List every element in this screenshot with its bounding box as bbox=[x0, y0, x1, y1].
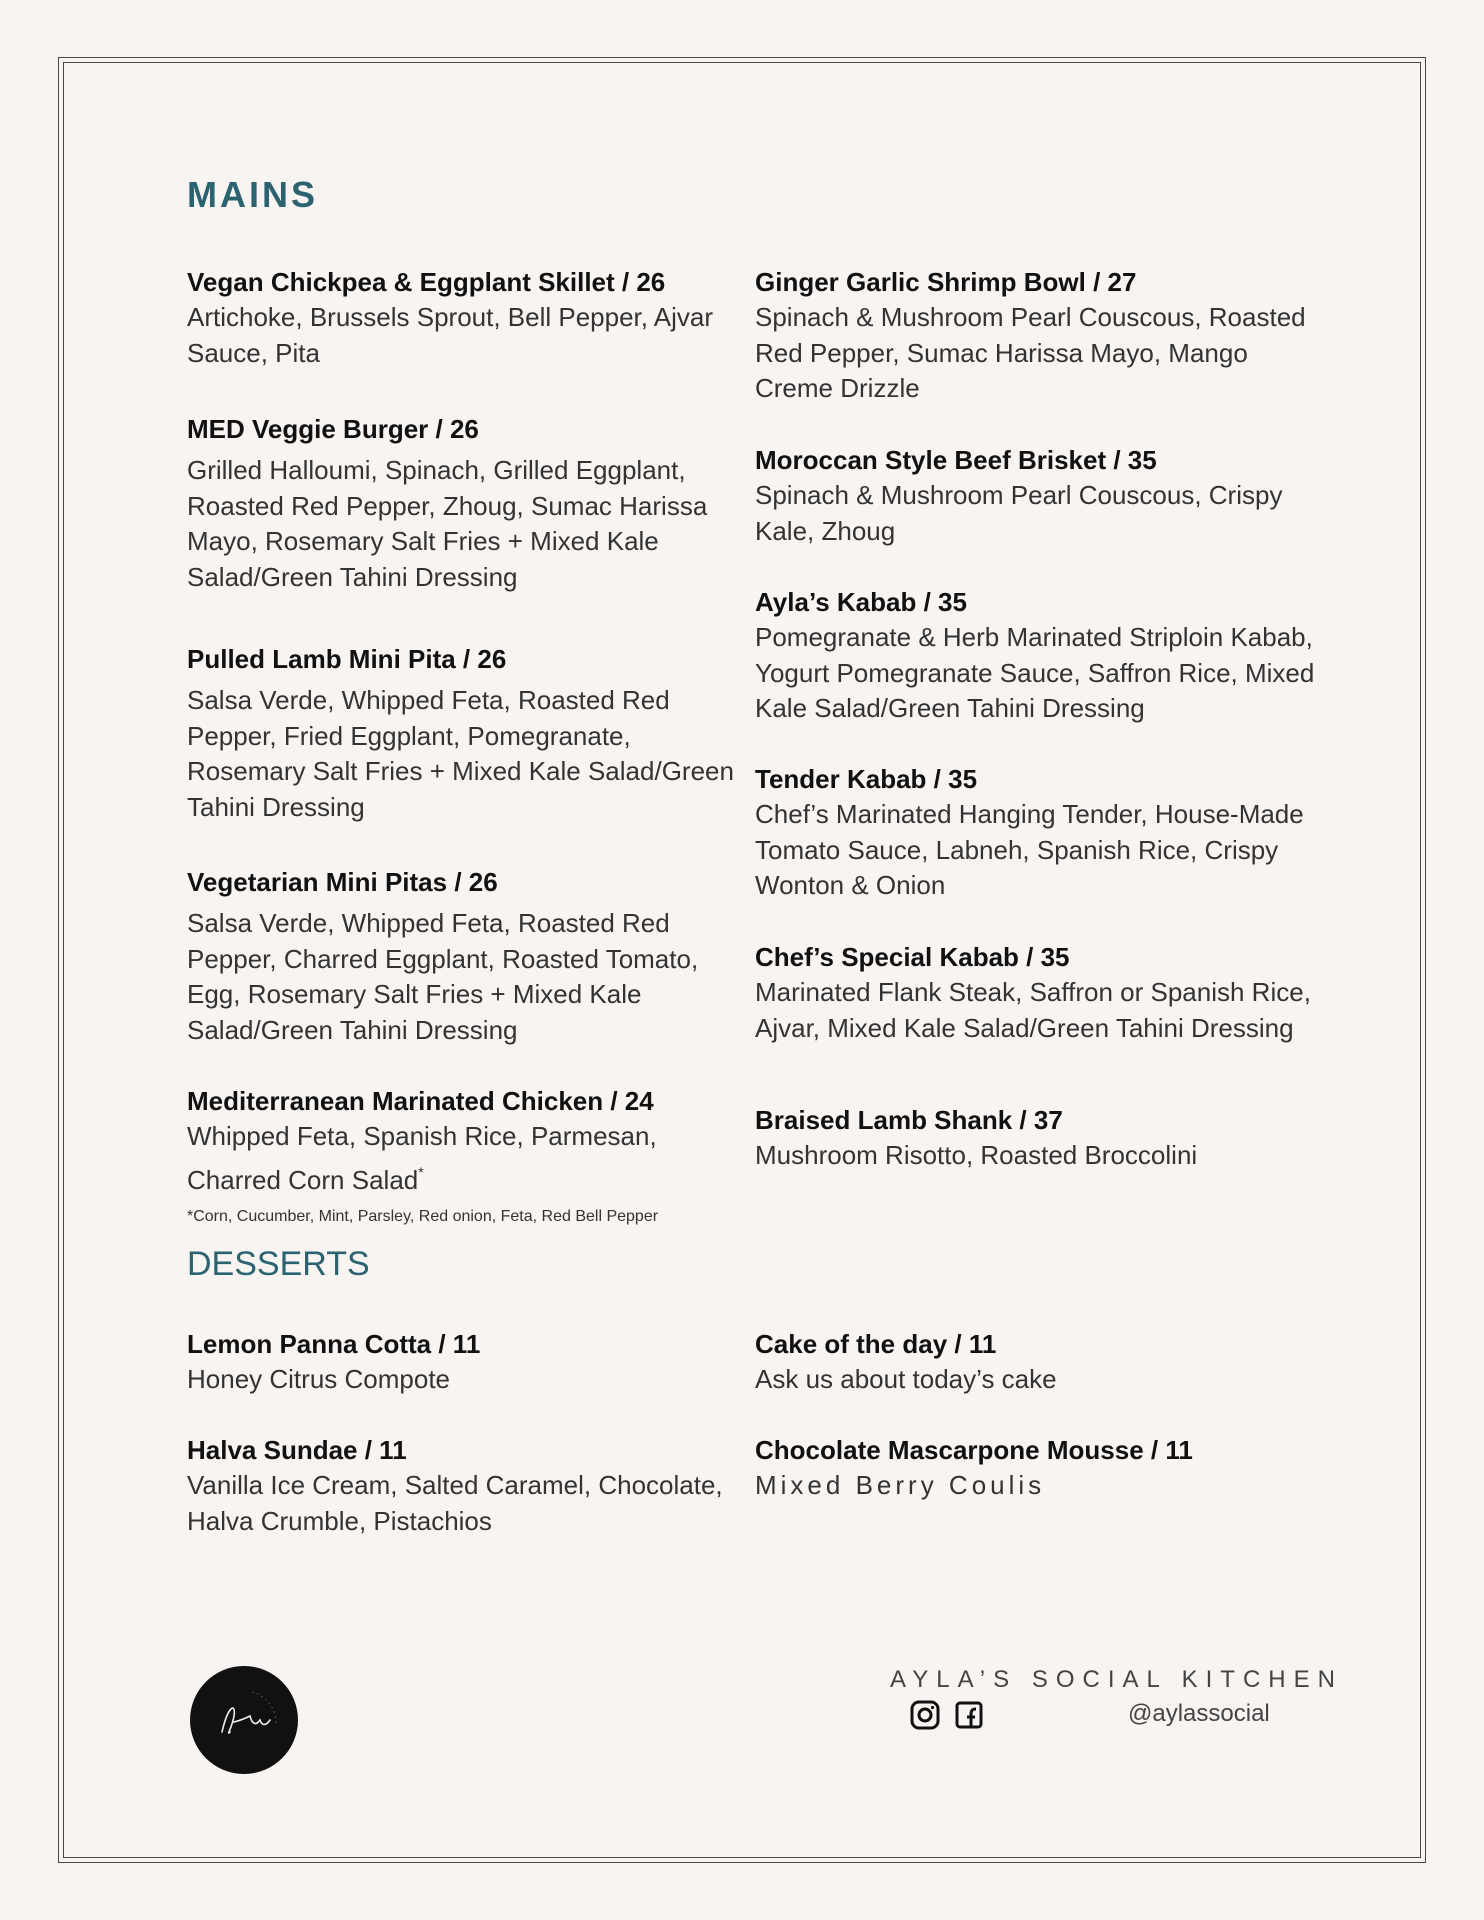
menu-item-name: Braised Lamb Shank / 37 bbox=[755, 1105, 1063, 1135]
menu-item-name: Moroccan Style Beef Brisket / 35 bbox=[755, 445, 1157, 475]
menu-item-name: Lemon Panna Cotta / 11 bbox=[187, 1329, 481, 1359]
logo bbox=[190, 1666, 298, 1774]
menu-item bbox=[755, 761, 1315, 904]
menu-item bbox=[187, 1432, 747, 1539]
menu-item-description: Spinach & Mushroom Pearl Couscous, Roasted Red Pepper, Sumac Harissa Mayo, Mango Creme Drizzle bbox=[755, 302, 1306, 403]
menu-item-name: Vegan Chickpea & Eggplant Skillet / 26 bbox=[187, 267, 666, 297]
menu-item-name: Tender Kabab / 35 bbox=[755, 764, 978, 794]
menu-item bbox=[755, 939, 1315, 1046]
menu-item-description: Mixed Berry Coulis bbox=[755, 1470, 1046, 1500]
menu-item-name: Ayla’s Kabab / 35 bbox=[755, 587, 967, 617]
menu-item bbox=[755, 1102, 1315, 1174]
menu-item-name: Halva Sundae / 11 bbox=[187, 1435, 407, 1465]
menu-item bbox=[755, 1326, 1315, 1398]
menu-item-description-text: Whipped Feta, Spanish Rice, Parmesan, Charred Corn Salad bbox=[187, 1121, 657, 1195]
menu-item-description: Artichoke, Brussels Sprout, Bell Pepper, Ajvar Sauce, Pita bbox=[187, 302, 714, 368]
menu-item-name: Cake of the day / 11 bbox=[755, 1329, 997, 1359]
menu-item bbox=[187, 411, 747, 595]
menu-item bbox=[755, 1432, 1315, 1504]
menu-item-description: Grilled Halloumi, Spinach, Grilled Eggplant, Roasted Red Pepper, Zhoug, Sumac Harissa Mayo, Rosemary Salt Fries + Mixed Kale Salad/Green Tahini Dressing bbox=[187, 455, 708, 592]
social-handle[interactable]: @aylassocial bbox=[1128, 1700, 1270, 1727]
menu-item-description: Salsa Verde, Whipped Feta, Roasted Red Pepper, Fried Eggplant, Pomegranate, Rosemary Salt Fries + Mixed Kale Salad/Green Tahini Dressing bbox=[187, 685, 734, 822]
menu-item-description: Marinated Flank Steak, Saffron or Spanish Rice, Ajvar, Mixed Kale Salad/Green Tahini Dressing bbox=[755, 977, 1311, 1043]
menu-item bbox=[187, 641, 747, 825]
footnote-marker: * bbox=[418, 1163, 424, 1180]
menu-item bbox=[755, 584, 1315, 727]
menu-item-name: Vegetarian Mini Pitas / 26 bbox=[187, 867, 498, 897]
menu-item bbox=[187, 1083, 707, 1198]
menu-item-description: Honey Citrus Compote bbox=[187, 1364, 450, 1394]
menu-item-name: Pulled Lamb Mini Pita / 26 bbox=[187, 644, 507, 674]
menu-item bbox=[187, 264, 747, 371]
desserts-heading: DESSERTS bbox=[187, 1245, 370, 1283]
menu-item-description: Ask us about today’s cake bbox=[755, 1364, 1057, 1394]
menu-item-description: Chef’s Marinated Hanging Tender, House-Made Tomato Sauce, Labneh, Spanish Rice, Crispy Wonton & Onion bbox=[755, 799, 1304, 900]
menu-item-name: Chocolate Mascarpone Mousse / 11 bbox=[755, 1435, 1193, 1465]
menu-item bbox=[187, 864, 747, 1048]
menu-item bbox=[755, 264, 1315, 407]
menu-item bbox=[187, 1326, 747, 1398]
menu-item-description: Vanilla Ice Cream, Salted Caramel, Chocolate, Halva Crumble, Pistachios bbox=[187, 1470, 723, 1536]
footnote: *Corn, Cucumber, Mint, Parsley, Red onion, Feta, Red Bell Pepper bbox=[187, 1208, 659, 1225]
menu-item-description: Pomegranate & Herb Marinated Striploin Kabab, Yogurt Pomegranate Sauce, Saffron Rice, Mixed Kale Salad/Green Tahini Dressing bbox=[755, 622, 1315, 723]
brand-name: AYLA’S SOCIAL KITCHEN bbox=[890, 1666, 1343, 1693]
menu-item-description: Salsa Verde, Whipped Feta, Roasted Red Pepper, Charred Eggplant, Roasted Tomato, Egg, Rosemary Salt Fries + Mixed Kale Salad/Green Tahini Dressing bbox=[187, 908, 699, 1045]
menu-item-description bbox=[187, 1119, 707, 1198]
menu-item-name: Mediterranean Marinated Chicken / 24 bbox=[187, 1086, 654, 1116]
facebook-icon[interactable] bbox=[954, 1700, 984, 1730]
menu-item-description: Mushroom Risotto, Roasted Broccolini bbox=[755, 1140, 1198, 1170]
menu-item bbox=[755, 442, 1315, 549]
menu-item-name: MED Veggie Burger / 26 bbox=[187, 414, 479, 444]
menu-item-name: Ginger Garlic Shrimp Bowl / 27 bbox=[755, 267, 1137, 297]
menu-item-name: Chef’s Special Kabab / 35 bbox=[755, 942, 1070, 972]
mains-heading: MAINS bbox=[187, 174, 318, 215]
instagram-icon[interactable] bbox=[910, 1700, 940, 1730]
menu-item-description: Spinach & Mushroom Pearl Couscous, Crispy Kale, Zhoug bbox=[755, 480, 1283, 546]
